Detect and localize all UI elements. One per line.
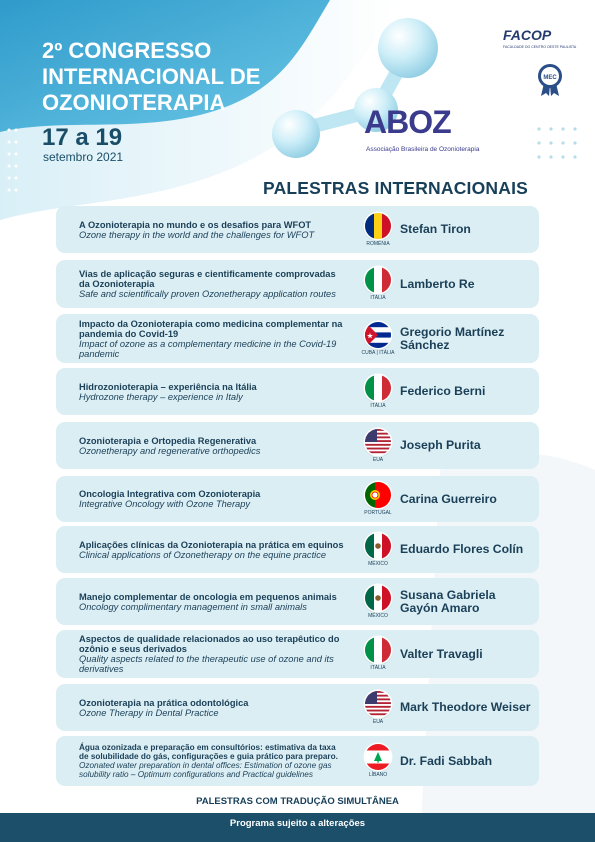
speaker-country — [358, 482, 398, 516]
facop-logo-subtitle: FACULDADE DO CENTRO OESTE PAULISTA — [503, 45, 577, 49]
mec-seal-text: MEC — [543, 75, 557, 81]
country-label: EUA — [372, 456, 384, 463]
speaker-name: Susana Gabriela Gayón Amaro — [400, 587, 496, 615]
talk-title-pt: Água ozonizada e preparação em consultórios: estimativa da taxa de solubilidade do gás, configurações e guia prático para preparo. — [79, 743, 338, 761]
speaker-country — [358, 375, 398, 409]
speaker-country — [358, 585, 398, 619]
speaker-name: Mark Theodore Weiser — [400, 700, 531, 714]
talk-titles — [79, 422, 344, 469]
facop-logo: FACOP — [503, 27, 552, 43]
talk-title-en: Ozonetherapy and regenerative orthopedics — [79, 445, 261, 456]
talk-title-en: Ozone Therapy in Dental Practice — [79, 707, 219, 718]
speaker-country — [358, 533, 398, 567]
talk-row — [56, 526, 539, 573]
talk-titles — [79, 314, 344, 363]
cuba-italy-flag-icon — [365, 322, 391, 348]
speaker-name: Valter Travagli — [400, 646, 483, 661]
talk-row — [56, 476, 539, 522]
speaker-country — [358, 213, 398, 247]
translation-note: PALESTRAS COM TRADUÇÃO SIMULTÂNEA — [196, 796, 399, 807]
title-line-3: OZONIOTERAPIA — [42, 90, 226, 115]
speaker-country — [358, 691, 398, 725]
talk-titles — [79, 578, 344, 625]
talk-row — [56, 422, 539, 469]
talk-title-pt: Aspectos de qualidade relacionados ao uso terapêutico do ozônio e seus derivados — [79, 634, 340, 654]
talk-row — [56, 260, 539, 308]
title-line-1: 2º CONGRESSO — [42, 38, 212, 63]
talk-row — [56, 684, 539, 731]
talk-title-pt: Hidrozonioterapia – experiência na Itália — [79, 381, 257, 392]
country-label: PORTUGAL — [364, 510, 392, 516]
country-label: CUBA | ITÁLIA — [361, 349, 395, 356]
talk-titles — [79, 526, 344, 573]
talk-title-pt: Oncologia Integrativa com Ozonioterapia — [79, 489, 261, 499]
talk-title-pt: Ozonioterapia na prática odontológica — [79, 697, 249, 708]
talk-titles — [79, 684, 344, 731]
country-label: MÉXICO — [368, 612, 388, 619]
speaker-name: Federico Berni — [400, 384, 486, 398]
speaker-country — [358, 322, 398, 356]
congress-title — [42, 38, 260, 116]
country-label: ITÁLIA — [370, 665, 386, 671]
aboz-logo-subtitle: Associação Brasileira de Ozonioterapia — [366, 146, 480, 153]
mexico-flag-icon — [365, 533, 391, 559]
speaker-name: Carina Guerreiro — [400, 491, 497, 506]
italy-flag-icon — [365, 267, 391, 293]
footer-bar-text: Programa sujeito a alterações — [229, 818, 366, 829]
country-label: LÍBANO — [368, 772, 388, 778]
talk-title-en: Impact of ozone as a complementary medicine in the Covid-19 pandemic — [79, 338, 337, 359]
footer-bar — [0, 813, 595, 842]
talk-title-pt: Manejo complementar de oncologia em pequenos animais — [79, 591, 337, 602]
event-dates: 17 a 19 — [42, 124, 123, 151]
talk-title-en: Oncology complimentary management in small animals — [79, 601, 307, 612]
lebanon-flag-icon — [365, 744, 391, 770]
country-label: ITÁLIA — [370, 295, 386, 301]
event-month: setembro 2021 — [43, 150, 124, 164]
talk-title-pt: Vias de aplicação seguras e cientificamente comprovadas da Ozonioterapia — [79, 269, 336, 289]
title-line-2: INTERNACIONAL DE — [42, 64, 261, 89]
speaker-country — [358, 267, 398, 301]
aboz-logo: ABOZ — [364, 104, 451, 140]
speaker-name: Dr. Fadi Sabbah — [400, 753, 493, 768]
speaker-name: Gregorio Martínez Sánchez — [400, 324, 505, 352]
usa-flag-icon — [365, 691, 391, 717]
talk-title-pt: Impacto da Ozonioterapia como medicina complementar na pandemia do Covid-19 — [79, 318, 343, 339]
talk-row — [56, 368, 539, 415]
talk-title-en: Clinical applications of Ozonetherapy on the equine practice — [79, 549, 327, 560]
mexico-flag-icon — [365, 585, 391, 611]
speaker-country — [358, 637, 398, 671]
speaker-name: Stefan Tiron — [400, 222, 471, 236]
talk-titles — [79, 630, 344, 678]
speaker-name: Joseph Purita — [400, 438, 481, 452]
talk-title-en: Quality aspects related to the therapeutic use of ozone and its derivatives — [79, 654, 334, 674]
speaker-name: Lamberto Re — [400, 276, 475, 291]
decorative-dots-right — [535, 125, 585, 161]
talk-titles — [79, 736, 344, 786]
talk-row — [56, 578, 539, 625]
country-label: EUA — [372, 718, 384, 725]
country-label: ROMÊNIA — [366, 240, 390, 247]
mec-seal-badge — [537, 63, 563, 102]
italy-flag-icon — [365, 375, 391, 401]
talk-row — [56, 206, 539, 253]
talk-title-en: Ozonated water preparation in dental offices: Estimation of ozone gas solubility ratio – Optimum configurations and Practical guidelines — [79, 761, 332, 779]
talk-titles — [79, 368, 344, 415]
portugal-flag-icon — [365, 482, 391, 508]
usa-flag-icon — [365, 429, 391, 455]
decorative-dots-left — [6, 126, 20, 198]
talk-titles — [79, 260, 344, 308]
talk-title-pt: A Ozonioterapia no mundo e os desafios para WFOT — [79, 219, 312, 230]
talk-row — [56, 630, 539, 678]
talk-title-pt: Aplicações clínicas da Ozonioterapia na prática em equinos — [79, 539, 344, 550]
talk-row — [56, 736, 539, 786]
talk-title-en: Ozone therapy in the world and the challenges for WFOT — [79, 229, 315, 240]
talk-row — [56, 314, 539, 363]
italy-flag-icon — [365, 637, 391, 663]
section-title: PALESTRAS INTERNACIONAIS — [263, 178, 529, 198]
ozone-molecule-illustration — [258, 10, 458, 180]
speaker-name: Eduardo Flores Colín — [400, 542, 524, 556]
country-label: ITÁLIA — [370, 402, 386, 409]
speaker-country — [358, 744, 398, 778]
talk-titles — [79, 206, 344, 253]
country-label: MÉXICO — [368, 560, 388, 567]
talk-titles — [79, 476, 344, 522]
talk-title-en: Hydrozone therapy – experience in Italy — [79, 391, 243, 402]
talk-title-en: Safe and scientifically proven Ozonetherapy application routes — [79, 289, 336, 299]
romania-flag-icon — [365, 213, 391, 239]
talk-title-pt: Ozonioterapia e Ortopedia Regenerativa — [79, 435, 257, 446]
speaker-country — [358, 429, 398, 463]
talk-title-en: Integrative Oncology with Ozone Therapy — [79, 499, 251, 509]
